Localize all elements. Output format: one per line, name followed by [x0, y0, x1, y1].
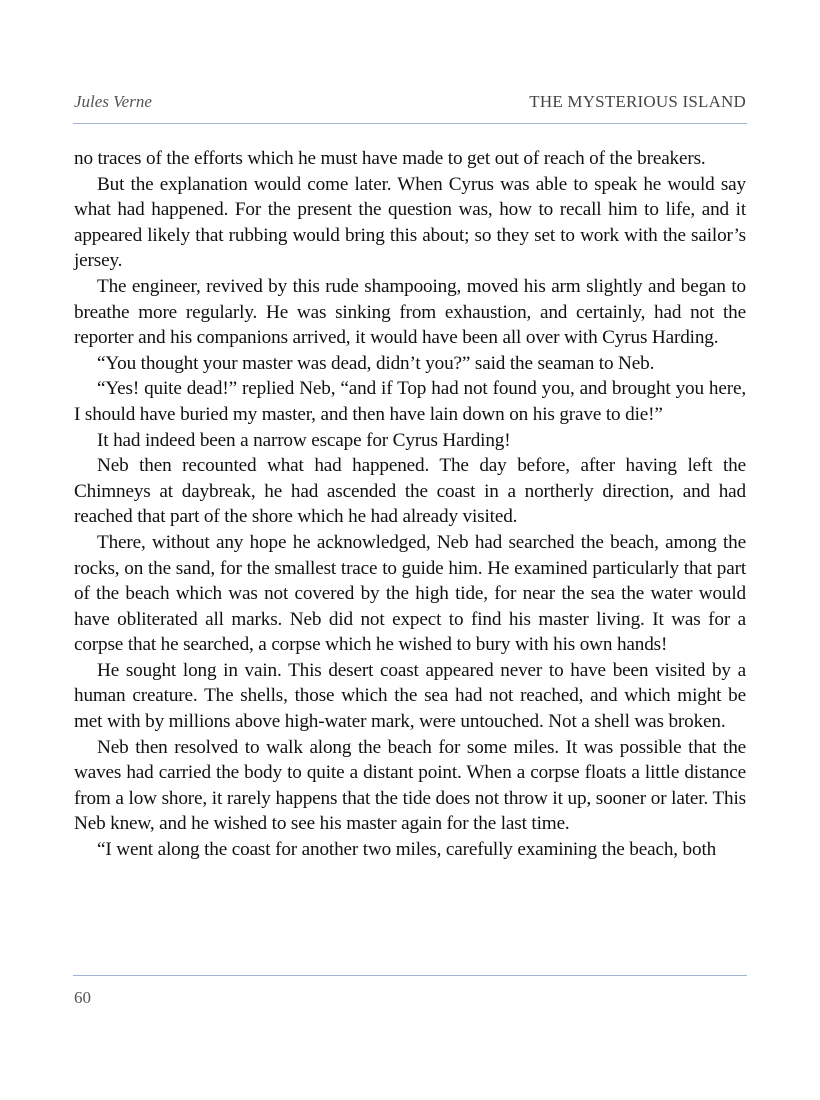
page-body — [74, 146, 746, 863]
header-author: Jules Verne — [74, 92, 152, 111]
paragraph-8: There, without any hope he acknowledged, Neb had searched the beach, among the rocks, on the sand, for the smallest trace to guide him. He examined particularly that part of the beach which was not covered by the high tide, for near the sea the water would have obliterated all marks. Neb did not expect to find his master living. It was for a corpse that he searched, a corpse which he wished to bury with his own hands! — [74, 531, 746, 656]
paragraph-11: “I went along the coast for another two miles, carefully examining the beach, both — [97, 839, 717, 861]
paragraph-7: Neb then recounted what had happened. The day before, after having left the Chimneys at daybreak, he had ascended the coast in a northerly direction, and had reached that part of the shore which he had already visited. — [74, 455, 746, 528]
paragraph-6: It had indeed been a narrow escape for Cyrus Harding! — [97, 429, 511, 451]
paragraph-9: He sought long in vain. This desert coast appeared never to have been visited by a human creature. The shells, those which the sea had not reached, and which might be met with by millions above high-water mark, were untouched. Not a shell was broken. — [74, 659, 746, 733]
footer-divider — [73, 975, 747, 976]
running-header — [74, 92, 746, 118]
paragraph-4: “You thought your master was dead, didn’t you?” said the seaman to Neb. — [97, 352, 655, 374]
header-divider — [73, 123, 747, 124]
paragraph-10: Neb then resolved to walk along the beach for some miles. It was possible that the waves had carried the body to quite a distant point. When a corpse floats a little distance from a low shore, it rarely happens that the tide does not throw it up, sooner or later. This Neb knew, and he wished to see his master again for the last time. — [74, 736, 746, 835]
paragraph-2: But the explanation would come later. When Cyrus was able to speak he would say what had happened. For the present the question was, how to recall him to life, and it appeared likely that rubbing would bring this about; so they set to work with the sailor’s jersey. — [74, 173, 746, 272]
paragraph-3: The engineer, revived by this rude shampooing, moved his arm slightly and began to breathe more regularly. He was sinking from exhaustion, and certainly, had not the reporter and his companions arrived, it would have been all over with Cyrus Harding. — [74, 275, 746, 349]
paragraph-5: “Yes! quite dead!” replied Neb, “and if Top had not found you, and brought you here, I should have buried my master, and then have lain down on his grave to die!” — [74, 378, 746, 425]
paragraph-1: no traces of the efforts which he must have made to get out of reach of the breakers. — [74, 148, 706, 169]
page-number: 60 — [74, 988, 91, 1007]
header-book-title: THE MYSTERIOUS ISLAND — [529, 92, 746, 111]
